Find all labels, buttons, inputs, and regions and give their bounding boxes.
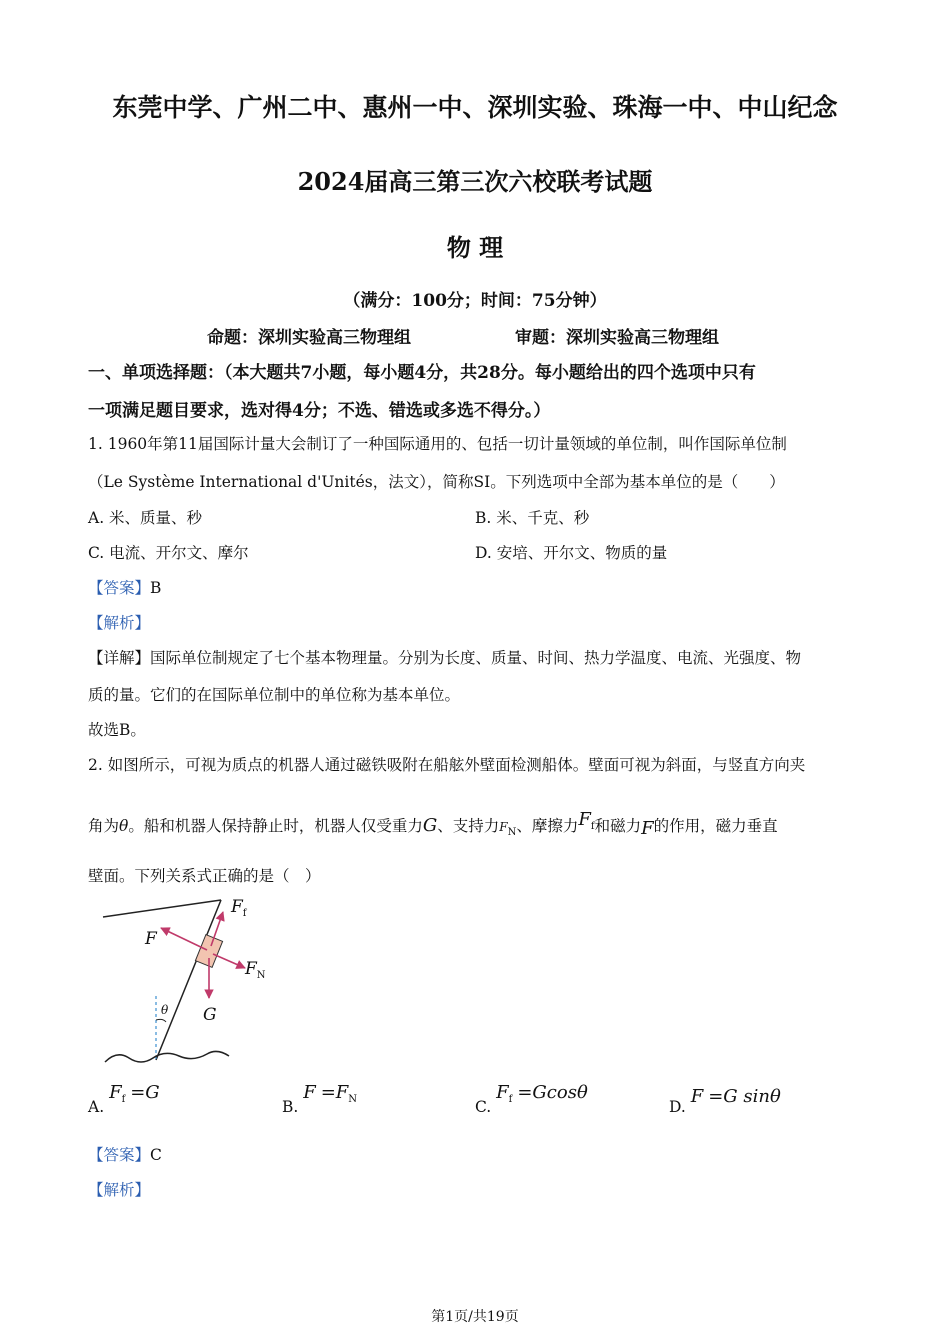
school-list: 东莞中学、广州二中、惠州一中、深圳实验、珠海一中、中山纪念	[112, 93, 838, 122]
q2-option-d	[669, 1086, 781, 1116]
q2-analysis-tag: 【解析】	[88, 1181, 151, 1199]
q2-stem-line1: 2. 如图所示，可视为质点的机器人通过磁铁吸附在船舷外壁面检测船体。壁面可视为斜面，与竖直方向夹	[88, 756, 806, 774]
text-segment: 、摩擦力	[516, 817, 579, 835]
symbol-Ff: F	[578, 809, 591, 830]
answer-value: C	[150, 1146, 162, 1164]
subscript-N: N	[507, 827, 517, 839]
subscript-f: f	[590, 821, 595, 833]
formula-rhs: =Gcos	[517, 1082, 577, 1103]
symbol-F: F	[641, 818, 654, 839]
section-heading-line1: 一、单项选择题：（本大题共7小题，每小题4分，共28分。每小题给出的四个选项中只有	[88, 363, 756, 383]
symbol-G: G	[422, 815, 438, 836]
subject-title: 物 理	[446, 233, 504, 262]
section-heading-line2: 一项满足题目要求，选对得4分；不选、错选或多选不得分。）	[88, 401, 551, 421]
subscript-f: f	[508, 1094, 513, 1106]
formula-rhs: =G	[130, 1082, 160, 1103]
formula-F: F	[109, 1082, 122, 1103]
formula-rhs: =F	[320, 1082, 349, 1103]
exam-title: 2024届高三第三次六校联考试题	[297, 167, 653, 196]
score-time: （满分：100分；时间：75分钟）	[343, 291, 607, 311]
q1-option-c: C. 电流、开尔文、摩尔	[88, 544, 249, 562]
water-waves	[105, 1051, 229, 1062]
magnetic-force-arrow	[161, 928, 207, 950]
option-letter: A.	[88, 1098, 105, 1116]
label-G: G	[203, 1005, 217, 1025]
normal-force-arrow	[213, 954, 245, 968]
text-segment: 、支持力	[437, 817, 500, 835]
formula-rhs: =G sin	[708, 1086, 770, 1107]
hull-wall	[156, 900, 221, 1060]
q1-option-d: D. 安培、开尔文、物质的量	[475, 544, 668, 562]
detail-tag: 【详解】	[88, 649, 151, 667]
q1-detail-line1	[88, 646, 801, 668]
text-segment: 和磁力	[594, 817, 642, 835]
option-letter: B.	[282, 1098, 299, 1116]
setter: 命题：深圳实验高三物理组	[207, 328, 411, 348]
text-segment: 。船和机器人保持静止时，机器人仅受重力	[128, 817, 423, 835]
formula-F: F	[496, 1082, 509, 1103]
formula-F: F	[690, 1086, 704, 1107]
q2-answer	[88, 1143, 162, 1165]
answer-tag: 【答案】	[88, 1146, 151, 1164]
deck-line	[103, 900, 221, 917]
formula-F: F	[303, 1082, 316, 1103]
q1-option-a: A. 米、质量、秒	[88, 509, 203, 527]
q1-answer	[88, 576, 161, 598]
q1-stem-line2: （Le Système International d'Unités，法文），简称SI。下列选项中全部为基本单位的是（ ）	[88, 473, 785, 491]
q1-stem-line1: 1. 1960年第11届国际计量大会制订了一种国际通用的、包括一切计量领域的单位制，叫作国际单位制	[88, 435, 787, 453]
reviewer: 审题：深圳实验高三物理组	[515, 328, 719, 348]
label-Ff: $F_f$	[231, 897, 247, 919]
label-F: F	[145, 929, 157, 949]
symbol-theta: θ	[119, 817, 129, 835]
option-letter: C.	[475, 1098, 492, 1116]
text-segment: 的作用，磁力垂直	[653, 817, 778, 835]
text-segment: 角为	[88, 817, 120, 835]
label-FN: $F_N$	[245, 959, 266, 981]
symbol-theta: θ	[576, 1082, 588, 1103]
label-theta: θ	[161, 1003, 169, 1017]
symbol-FN: F	[499, 820, 508, 834]
q2-stem-line2	[88, 809, 778, 839]
q2-option-c	[475, 1082, 588, 1116]
symbol-theta: θ	[769, 1086, 781, 1107]
page-footer: 第1页/共19页	[431, 1309, 519, 1325]
q1-option-b: B. 米、千克、秒	[475, 509, 590, 527]
q1-detail-line2: 质的量。它们的在国际单位制中的单位称为基本单位。	[88, 686, 461, 704]
q2-option-a	[88, 1082, 160, 1116]
answer-value: B	[150, 579, 162, 597]
answer-tag: 【答案】	[88, 579, 151, 597]
subscript-N: N	[348, 1094, 358, 1106]
subscript-f: f	[121, 1094, 126, 1106]
q2-stem-line3: 壁面。下列关系式正确的是（ ）	[88, 867, 321, 885]
theta-arc	[156, 1019, 166, 1022]
q2-option-b	[282, 1082, 358, 1116]
q1-conclusion: 故选B。	[88, 721, 146, 739]
force-diagram	[95, 892, 285, 1072]
detail-text: 国际单位制规定了七个基本物理量。分别为长度、质量、时间、热力学温度、电流、光强度、物	[150, 649, 802, 667]
q1-analysis-tag: 【解析】	[88, 614, 151, 632]
option-letter: D.	[669, 1098, 686, 1116]
